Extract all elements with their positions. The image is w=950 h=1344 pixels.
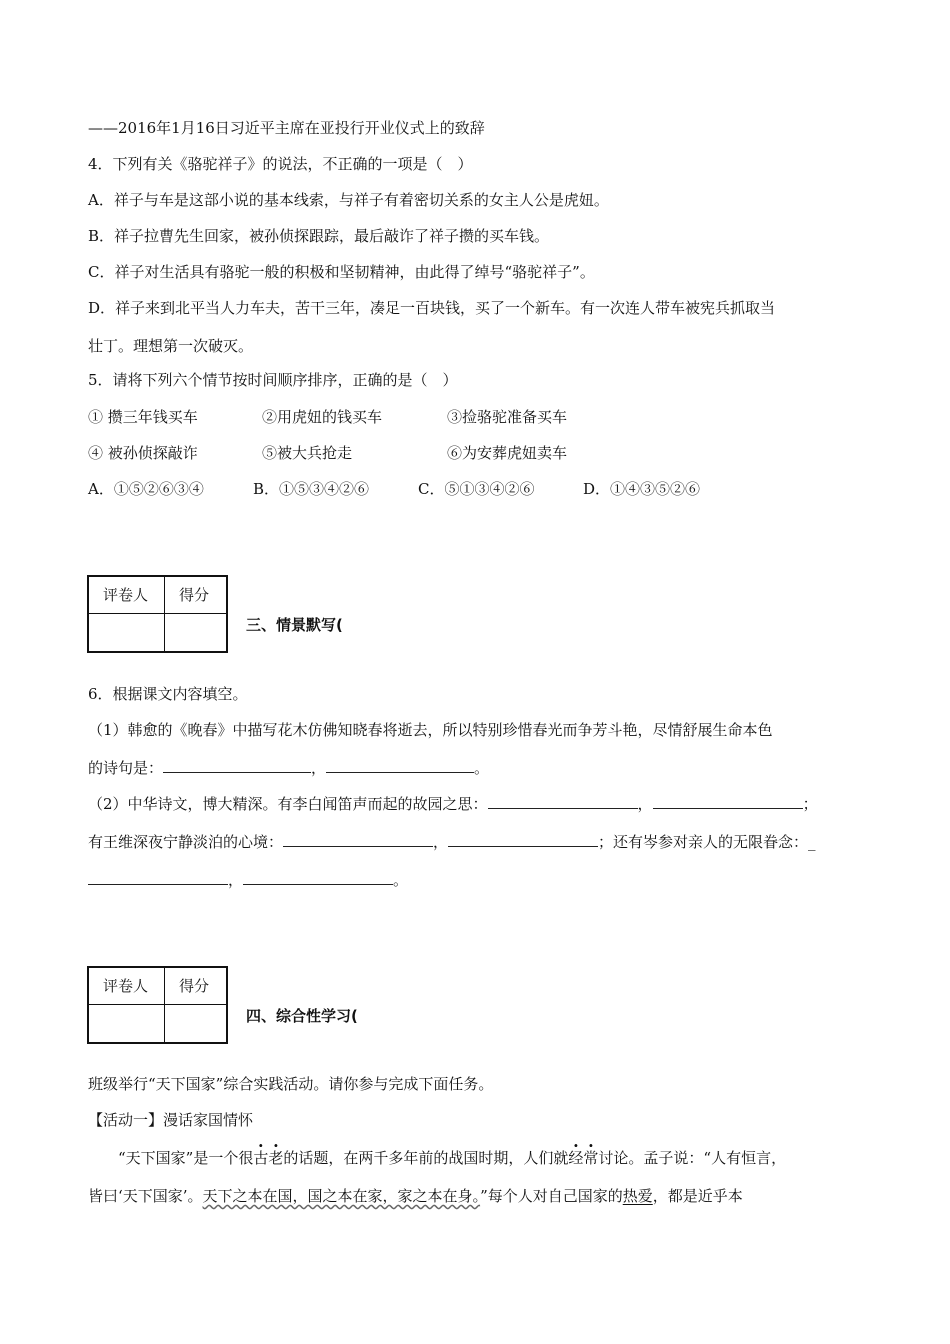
q5-option-b: B．①⑤③④②⑥ bbox=[253, 480, 370, 498]
passage-text: ，都是近乎本 bbox=[652, 1187, 743, 1205]
q6-part1-prefix: 的诗句是： bbox=[88, 759, 164, 777]
q4-option-a: A．祥子与车是这部小说的基本线索，与祥子有着密切关系的女主人公是虎妞。 bbox=[88, 191, 609, 209]
passage-text: 的话题，在两千多年前的战国时期，人们就 bbox=[283, 1149, 569, 1167]
answer-blank[interactable] bbox=[243, 870, 393, 885]
comma: ， bbox=[433, 833, 449, 851]
q5-option-d: D．①④③⑤②⑥ bbox=[583, 480, 701, 498]
underlined-word: 热爱 bbox=[622, 1187, 653, 1205]
quote-source: ——2016年1月16日习近平主席在亚投行开业仪式上的致辞 bbox=[88, 119, 485, 137]
comma: ， bbox=[311, 759, 327, 777]
emphasis-char: 老 bbox=[268, 1149, 284, 1167]
score-box-section3 bbox=[87, 575, 228, 653]
score-box-section4 bbox=[87, 966, 228, 1044]
q5-stem: 5．请将下列六个情节按时间顺序排序，正确的是（ ） bbox=[88, 371, 458, 389]
passage-text: 皆曰‘天下国家’。 bbox=[88, 1187, 203, 1205]
q5-event-3: ③捡骆驼准备买车 bbox=[447, 408, 568, 426]
section4-title: 四、综合性学习( bbox=[246, 1007, 358, 1025]
underscore: _ bbox=[808, 833, 816, 851]
answer-blank[interactable] bbox=[653, 794, 803, 809]
comma: ， bbox=[228, 871, 244, 889]
q4-option-b: B．祥子拉曹先生回家，被孙侦探跟踪，最后敲诈了祥子攒的买车钱。 bbox=[88, 227, 550, 245]
q4-option-d-line2: 壮丁。理想第一次破灭。 bbox=[88, 337, 254, 355]
period: 。 bbox=[474, 759, 490, 777]
answer-blank[interactable] bbox=[326, 758, 474, 773]
q6-part2-wang: 有王维深夜宁静淡泊的心境： bbox=[88, 833, 284, 851]
reviewer-header: 评卷人 bbox=[103, 586, 149, 604]
q5-event-2: ②用虎妞的钱买车 bbox=[262, 408, 383, 426]
wavy-underlined-text: 天下之本在国，国之本在家，家之本在身。 bbox=[202, 1187, 481, 1205]
q6-part2-line2 bbox=[88, 832, 816, 852]
period: 。 bbox=[393, 871, 409, 889]
q6-stem: 6．根据课文内容填空。 bbox=[88, 685, 248, 703]
q6-part2-cen: ；还有岑参对亲人的无限眷念： bbox=[598, 833, 809, 851]
passage-text: 讨论。孟子说：“人有恒言， bbox=[598, 1149, 787, 1167]
score-header: 得分 bbox=[179, 586, 210, 604]
semicolon: ； bbox=[802, 795, 818, 813]
answer-blank[interactable] bbox=[283, 832, 433, 847]
q6-part2-line1 bbox=[88, 794, 818, 814]
q6-part2-line3 bbox=[88, 870, 408, 890]
q6-part2-prefix: （2）中华诗文，博大精深。有李白闻笛声而起的故园之思： bbox=[88, 795, 488, 813]
q5-option-c: C．⑤①③④②⑥ bbox=[418, 480, 535, 498]
q4-option-d-line1: D．祥子来到北平当人力车夫，苦干三年，凑足一百块钱，买了一个新车。有一次连人带车被宪兵抓取当 bbox=[88, 299, 776, 317]
activity-intro: 班级举行“天下国家”综合实践活动。请你参与完成下面任务。 bbox=[88, 1075, 494, 1093]
answer-blank[interactable] bbox=[163, 758, 311, 773]
activity-one-heading: 【活动一】漫话家国情怀 bbox=[88, 1111, 254, 1129]
answer-blank[interactable] bbox=[488, 794, 638, 809]
q5-option-a: A．①⑤②⑥③④ bbox=[88, 480, 204, 498]
q5-event-1: ① 攒三年钱买车 bbox=[88, 408, 198, 426]
emphasis-char: 常 bbox=[583, 1149, 599, 1167]
q6-part1-line2 bbox=[88, 758, 489, 778]
passage-text: ”每个人对自己国家的 bbox=[480, 1187, 623, 1205]
passage-line2 bbox=[88, 1186, 743, 1206]
q5-event-5: ⑤被大兵抢走 bbox=[262, 444, 353, 462]
q6-part1-line1: （1）韩愈的《晚春》中描写花木仿佛知晓春将逝去，所以特别珍惜春光而争芳斗艳，尽情舒展生命本色 bbox=[88, 721, 773, 739]
passage-text: “天下国家”是一个很 bbox=[118, 1149, 254, 1167]
emphasis-char: 古 bbox=[253, 1149, 269, 1167]
section3-title: 三、情景默写( bbox=[246, 616, 343, 634]
passage-line1 bbox=[118, 1148, 786, 1168]
q4-stem: 4．下列有关《骆驼祥子》的说法，不正确的一项是（ ） bbox=[88, 155, 473, 173]
emphasis-char: 经 bbox=[568, 1149, 584, 1167]
reviewer-header: 评卷人 bbox=[103, 977, 149, 995]
q5-event-6: ⑥为安葬虎妞卖车 bbox=[447, 444, 568, 462]
q4-option-c: C．祥子对生活具有骆驼一般的积极和坚韧精神，由此得了绰号“骆驼祥子”。 bbox=[88, 263, 595, 281]
comma: ， bbox=[637, 795, 653, 813]
answer-blank[interactable] bbox=[88, 870, 228, 885]
q5-event-4: ④ 被孙侦探敲诈 bbox=[88, 444, 198, 462]
score-header: 得分 bbox=[179, 977, 210, 995]
answer-blank[interactable] bbox=[448, 832, 598, 847]
